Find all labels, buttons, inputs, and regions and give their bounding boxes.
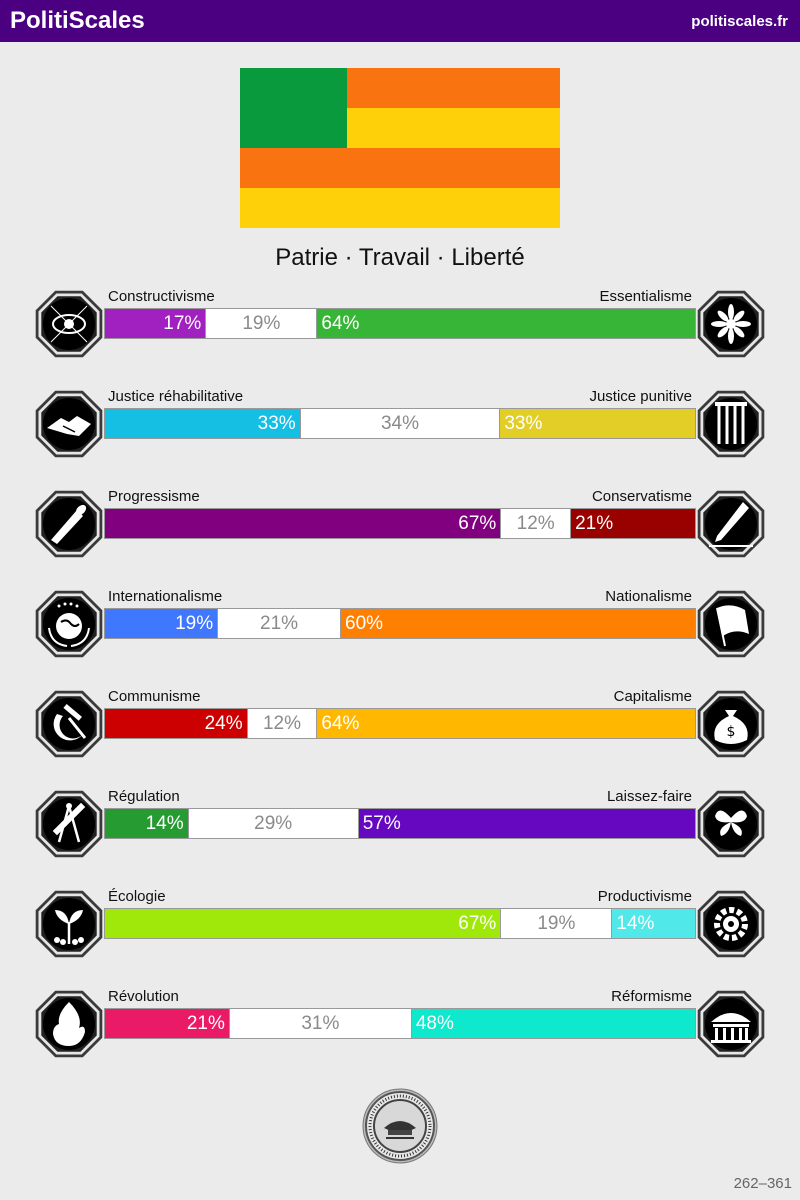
axis-row bbox=[0, 688, 800, 768]
fire-fist-icon bbox=[33, 988, 105, 1060]
constructivism-eye-icon bbox=[33, 288, 105, 360]
axis-left-label: Justice réhabilitative bbox=[108, 388, 244, 405]
axis-score-bar bbox=[104, 508, 696, 539]
axis-score-bar bbox=[104, 708, 696, 739]
axis-score-bar bbox=[104, 808, 696, 839]
flag-yellow-stripe-bottom bbox=[240, 188, 560, 228]
parliament-icon bbox=[695, 988, 767, 1060]
axis-right-score: 64% bbox=[317, 309, 695, 338]
axis-neutral-score: 34% bbox=[300, 409, 501, 438]
sprout-sun-icon bbox=[33, 888, 105, 960]
axis-left-score: 33% bbox=[105, 409, 300, 438]
axis-right-label: Essentialisme bbox=[599, 288, 692, 305]
svg-text:$: $ bbox=[726, 724, 736, 740]
axis-left-label: Progressisme bbox=[108, 488, 200, 505]
flag-green-canton bbox=[240, 68, 347, 148]
axis-neutral-score: 29% bbox=[188, 809, 359, 838]
top-bar bbox=[0, 0, 800, 42]
axis-right-score: 14% bbox=[612, 909, 695, 938]
axis-right-label: Nationalisme bbox=[605, 588, 692, 605]
axis-row bbox=[0, 788, 800, 868]
axis-neutral-score: 12% bbox=[500, 509, 571, 538]
quill-pen-icon bbox=[695, 488, 767, 560]
torch-hand-icon bbox=[33, 488, 105, 560]
axis-left-label: Révolution bbox=[108, 988, 179, 1005]
flag-orange-stripe-bottom bbox=[240, 148, 560, 188]
axis-left-label: Communisme bbox=[108, 688, 201, 705]
axis-left-score: 14% bbox=[105, 809, 188, 838]
axis-left-score: 19% bbox=[105, 609, 217, 638]
axis-left-label: Internationalisme bbox=[108, 588, 223, 605]
prison-bars-icon bbox=[695, 388, 767, 460]
axis-row bbox=[0, 388, 800, 468]
flag-yellow-stripe-top bbox=[347, 108, 560, 148]
axis-neutral-score: 19% bbox=[205, 309, 317, 338]
axis-right-score: 21% bbox=[571, 509, 695, 538]
axis-right-score: 57% bbox=[359, 809, 695, 838]
axis-neutral-score: 21% bbox=[217, 609, 341, 638]
generated-flag bbox=[240, 68, 560, 228]
hammer-sickle-icon bbox=[33, 688, 105, 760]
brand-title[interactable]: PolitiScales bbox=[10, 7, 145, 34]
axis-score-bar bbox=[104, 408, 696, 439]
axis-row bbox=[0, 488, 800, 568]
axis-left-score: 17% bbox=[105, 309, 205, 338]
axis-right-score: 60% bbox=[341, 609, 695, 638]
axis-right-score: 48% bbox=[412, 1009, 695, 1038]
axis-left-score: 24% bbox=[105, 709, 247, 738]
slogan: Patrie · Travail · Liberté bbox=[275, 244, 525, 271]
axis-score-bar bbox=[104, 308, 696, 339]
axis-score-bar bbox=[104, 1008, 696, 1039]
result-code: 262–361 bbox=[733, 1175, 792, 1192]
politiscales-seal-icon bbox=[362, 1088, 438, 1164]
axis-row bbox=[0, 888, 800, 968]
axis-right-label: Laissez-faire bbox=[606, 788, 692, 805]
essentialism-flower-icon bbox=[695, 288, 767, 360]
axis-score-bar bbox=[104, 608, 696, 639]
handshake-icon bbox=[33, 388, 105, 460]
axis-left-label: Écologie bbox=[108, 888, 166, 905]
axis-neutral-score: 19% bbox=[500, 909, 612, 938]
axis-right-label: Réformisme bbox=[611, 988, 692, 1005]
site-link[interactable]: politiscales.fr bbox=[691, 13, 788, 30]
butterflies-icon bbox=[695, 788, 767, 860]
axis-row bbox=[0, 988, 800, 1068]
axis-row bbox=[0, 588, 800, 668]
axis-left-score: 67% bbox=[105, 509, 500, 538]
axis-left-score: 21% bbox=[105, 1009, 229, 1038]
axis-right-score: 64% bbox=[317, 709, 695, 738]
axis-left-score: 67% bbox=[105, 909, 500, 938]
waving-flag-icon bbox=[695, 588, 767, 660]
flag-orange-stripe-top bbox=[347, 68, 560, 108]
globe-laurel-icon bbox=[33, 588, 105, 660]
axis-neutral-score: 12% bbox=[247, 709, 318, 738]
axis-right-label: Capitalisme bbox=[613, 688, 692, 705]
axis-right-label: Justice punitive bbox=[589, 388, 692, 405]
money-bag-icon bbox=[695, 688, 767, 760]
gear-icon bbox=[695, 888, 767, 960]
axis-neutral-score: 31% bbox=[229, 1009, 412, 1038]
axis-right-label: Productivisme bbox=[597, 888, 692, 905]
axis-row bbox=[0, 288, 800, 368]
axis-left-label: Régulation bbox=[108, 788, 180, 805]
ruler-compass-icon bbox=[33, 788, 105, 860]
axis-right-score: 33% bbox=[500, 409, 695, 438]
axis-left-label: Constructivisme bbox=[108, 288, 215, 305]
axis-right-label: Conservatisme bbox=[591, 488, 692, 505]
axis-score-bar bbox=[104, 908, 696, 939]
